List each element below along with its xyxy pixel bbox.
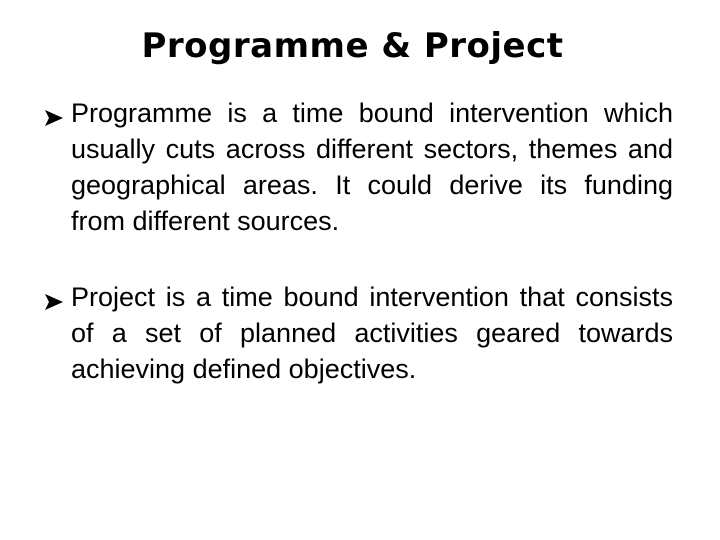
slide-title: Programme & Project	[141, 26, 564, 66]
bullet-text: Programme is a time bound intervention which usually cuts across different sectors, themes and geographical areas. It could derive its funding from different sources.	[71, 98, 673, 236]
arrowhead-bullet-icon	[43, 102, 65, 124]
arrowhead-bullet-icon	[43, 286, 65, 308]
bullet-list	[43, 95, 673, 427]
bullet-text: Project is a time bound intervention that consists of a set of planned activities geared towards achieving defined objectives.	[71, 282, 673, 384]
bullet-item-programme	[43, 95, 673, 239]
bullet-item-project	[43, 279, 673, 387]
